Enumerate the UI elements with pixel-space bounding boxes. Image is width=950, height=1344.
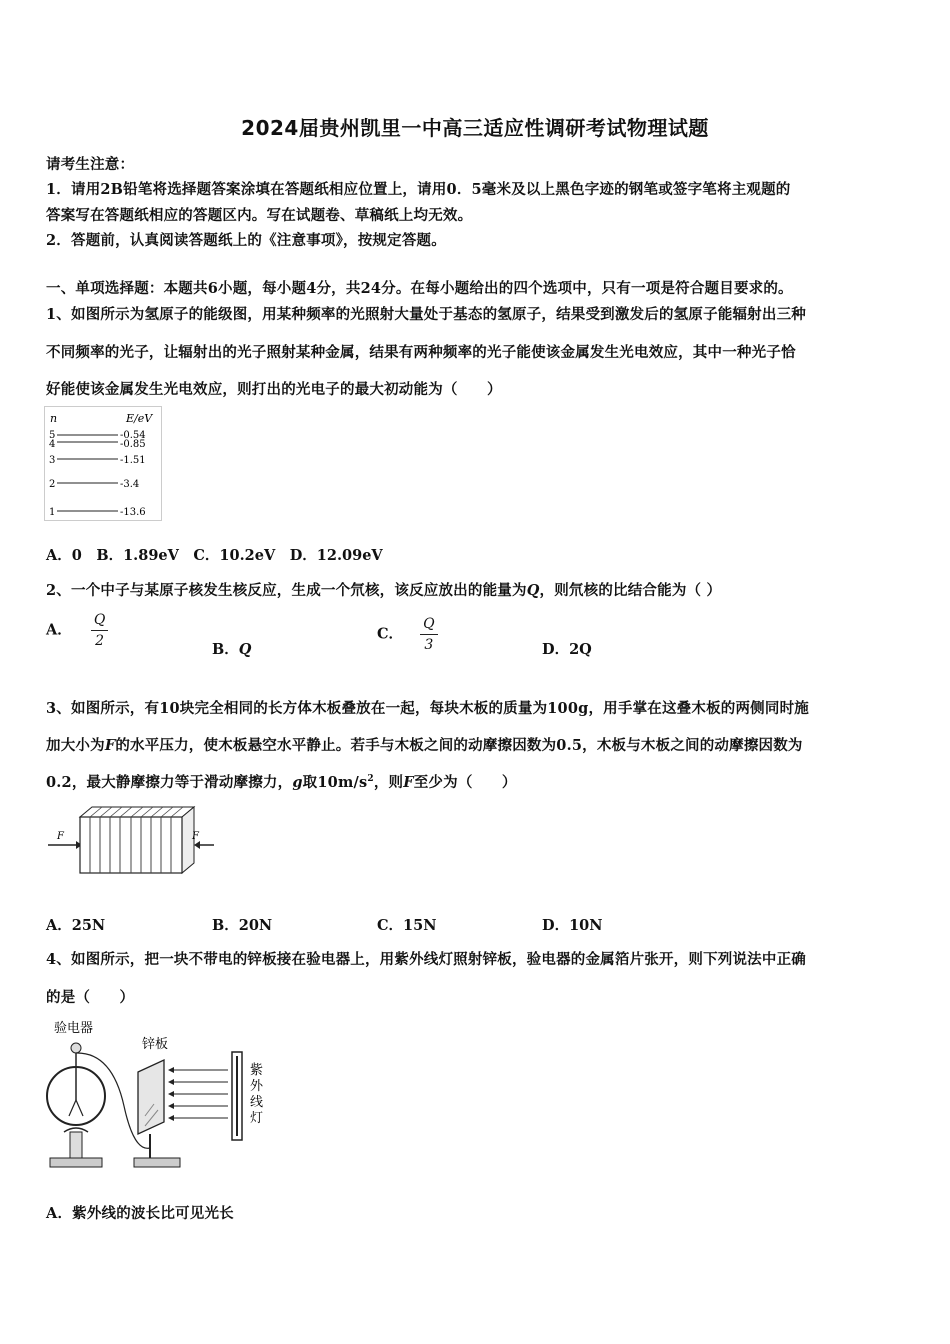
q3-line-3-sup: 2 — [367, 774, 374, 785]
page-title: 2024届贵州凯里一中高三适应性调研考试物理试题 — [241, 116, 709, 140]
q4-line-1: 4、如图所示，把一块不带电的锌板接在验电器上，用紫外线灯照射锌板，验电器的金属箔片张开，则下列说法中正确 — [46, 951, 806, 968]
q3-option-d: D．10N — [542, 917, 603, 934]
electroscope-label: 验电器 — [54, 1021, 94, 1036]
notice-line-3: 2．答题前，认真阅读答题纸上的《注意事项》，按规定答题。 — [46, 232, 446, 249]
q3-line-3-a: 0.2，最大静摩擦力等于滑动摩擦力， — [46, 774, 293, 791]
q2-option-a — [46, 612, 108, 649]
q2-option-b-label: B． — [212, 641, 239, 658]
q1-line-2: 不同频率的光子，让辐射出的光子照射某种金属，结果有两种频率的光子能使该金属发生光电效应，其中一种光子恰 — [46, 344, 796, 361]
q2-stem-a: 2、一个中子与某原子核发生核反应，生成一个氘核，该反应放出的能量为 — [46, 582, 527, 599]
notice-line-1: 1．请用2B铅笔将选择题答案涂填在答题纸相应位置上，请用0．5毫米及以上黑色字迹的钢笔或签字笔将主观题的 — [46, 181, 791, 198]
q3-line-1: 3、如图所示，有10块完全相同的长方体木板叠放在一起，每块木板的质量为100g，用手掌在这叠木板的两侧同时施 — [46, 700, 809, 717]
notice-heading: 请考生注意： — [46, 156, 135, 173]
lamp-label-char-2: 外 — [250, 1079, 264, 1094]
level-n-1: 1 — [49, 507, 56, 518]
lamp-label-char-3: 线 — [250, 1095, 264, 1110]
n-axis-label: n — [50, 412, 58, 425]
q3-line-3-d: 至少为（ ） — [413, 774, 517, 791]
right-arrow-head-icon — [194, 841, 200, 849]
left-force-label: F — [57, 831, 64, 842]
q2-stem-b: ，则氘核的比结合能为（ ） — [539, 582, 722, 599]
q3-line-2-b: 的水平压力，使木板悬空水平静止。若手与木板之间的动摩擦因数为0.5，木板与木板之间的动摩擦因数为 — [115, 737, 803, 754]
q2-option-d-value: 2Q — [569, 641, 592, 658]
level-e-2: -3.4 — [120, 479, 140, 490]
q2-option-a-fraction — [91, 612, 108, 649]
q2-option-a-label: A． — [46, 621, 72, 639]
notice-line-2: 答案写在答题纸相应的答题区内。写在试题卷、草稿纸上均无效。 — [46, 207, 473, 224]
q2-option-d — [542, 638, 592, 659]
q2-stem — [46, 579, 721, 600]
q2-option-d-label: D． — [542, 641, 570, 658]
q2-stem-var: Q — [526, 582, 540, 599]
wooden-boards-diagram — [46, 805, 216, 881]
e-axis-label: E/eV — [126, 412, 153, 425]
level-n-5: 5 — [49, 430, 56, 441]
level-e-3: -1.51 — [120, 455, 146, 466]
q2-option-b-value: Q — [238, 641, 252, 658]
q2-option-c-fraction — [420, 616, 437, 653]
section-heading: 一、单项选择题：本题共6小题，每小题4分，共24分。在每小题给出的四个选项中，只有一项是符合题目要求的。 — [46, 280, 793, 297]
level-n-2: 2 — [49, 479, 56, 490]
q4-line-2: 的是（ ） — [46, 989, 135, 1006]
q3-option-c: C．15N — [377, 917, 437, 934]
lamp-label-char-1: 紫 — [250, 1063, 264, 1078]
level-e-5: -0.54 — [120, 430, 146, 441]
level-n-3: 3 — [49, 455, 56, 466]
electroscope-diagram — [42, 1016, 282, 1176]
zinc-plate-label: 锌板 — [142, 1037, 169, 1052]
q3-option-b: B．20N — [212, 917, 273, 934]
fraction-numerator: Q — [91, 612, 108, 631]
fraction-denominator: 3 — [424, 637, 434, 653]
right-force-label: F — [192, 831, 199, 842]
q3-option-a: A．25N — [46, 917, 106, 934]
q2-option-c — [377, 616, 438, 653]
q3-line-3-c: ，则 — [373, 774, 404, 791]
q3-line-2-a: 加大小为 — [46, 737, 105, 754]
energy-level-diagram — [44, 406, 164, 522]
q1-options: A．0 B．1.89eV C．10.2eV D．12.09eV — [46, 547, 383, 564]
fraction-numerator: Q — [420, 616, 437, 635]
q3-line-2-var: F — [104, 737, 116, 754]
q1-line-1: 1、如图所示为氢原子的能级图，用某种频率的光照射大量处于基态的氢原子，结果受到激发后的氢原子能辐射出三种 — [46, 306, 806, 323]
q1-line-3: 好能使该金属发生光电效应，则打出的光电子的最大初动能为（ ） — [46, 381, 502, 398]
q2-option-c-label: C． — [377, 625, 404, 643]
q3-line-3 — [46, 771, 517, 792]
q3-line-3-F: F — [403, 774, 414, 791]
q3-line-2 — [46, 734, 803, 755]
q2-option-b — [212, 638, 251, 659]
q3-line-3-g: g — [292, 774, 303, 791]
level-e-4: -0.85 — [120, 439, 146, 450]
q3-line-3-b: 取10m/s — [302, 774, 368, 791]
level-n-4: 4 — [49, 439, 56, 450]
q4-option-a: A．紫外线的波长比可见光长 — [46, 1205, 234, 1222]
fraction-denominator: 2 — [95, 633, 105, 649]
lamp-label-char-4: 灯 — [250, 1111, 264, 1126]
level-e-1: -13.6 — [120, 507, 146, 518]
